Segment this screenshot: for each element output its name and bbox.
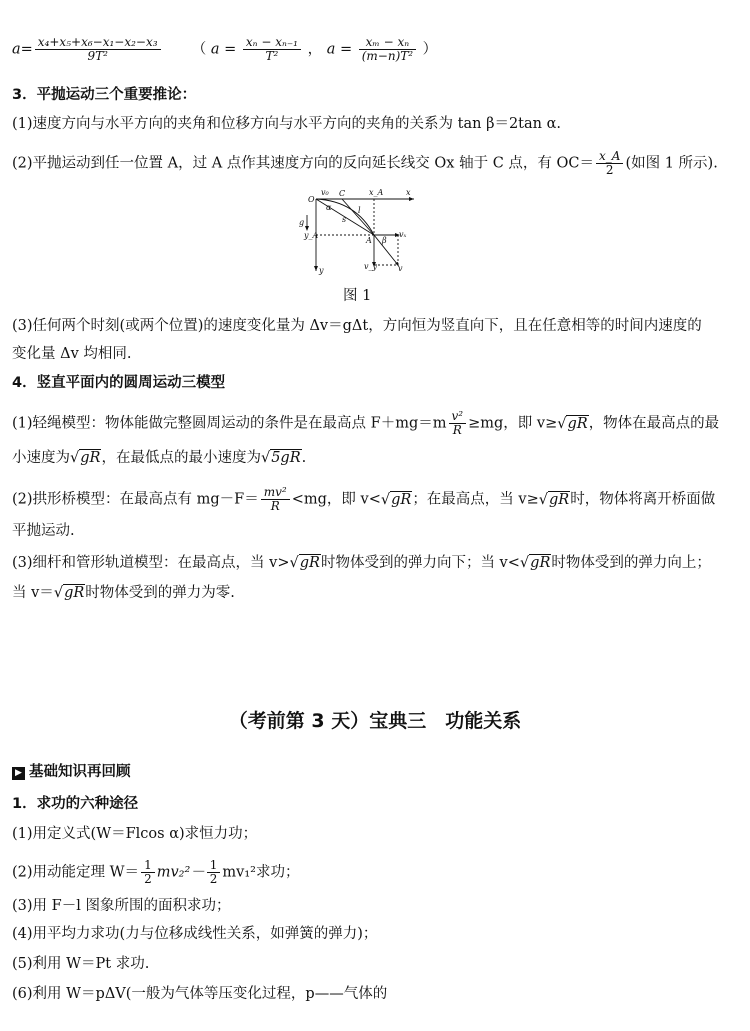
review-heading: ▶ 基础知识再回顾	[12, 762, 131, 782]
formula-comma: ，	[307, 41, 323, 58]
sqrt-5gR: √5gR	[260, 450, 301, 466]
sqrt-gR: √gR	[519, 555, 551, 571]
sqrt-gR: √gR	[380, 491, 412, 508]
half-fraction-1: $\frac{1}{2}$	[141, 859, 155, 886]
formula-a-eq: a=	[12, 41, 33, 58]
formula-a2: a =	[210, 41, 237, 58]
s4-p1: (1)轻绳模型：物体能做完整圆周运动的条件是在最高点 F＋mg＝m $\frac{\text{v²}}{R}$ ≥mg，即 v≥√gR，物体在最高点的最	[12, 409, 720, 437]
sqrt-gR: √gR	[538, 491, 570, 508]
s4-p3: (3)细杆和管形轨道模型：在最高点，当 v>√gR时物体受到的弹力向下；当 v<√gR时物体受到的弹力向上；	[12, 555, 711, 571]
formula-fraction-2: $\frac{\text{xₙ − xₙ₋₁}}{\text{T²}}$	[243, 36, 301, 63]
half-fraction-2: $\frac{1}{2}$	[207, 859, 221, 886]
s3-p1: (1)速度方向与水平方向的夹角和位移方向与水平方向的夹角的关系为 tan β＝2tan α.	[12, 116, 561, 132]
label-yA: y_A	[304, 231, 319, 240]
formula-line-top	[12, 36, 437, 63]
s3-p3a: (3)任何两个时刻(或两个位置)的速度变化量为 Δv＝gΔt，方向恒为竖直向下，且在任意相等的时间内速度的	[12, 318, 702, 334]
s4-p2-cont: 平抛运动.	[12, 523, 75, 539]
review-i5: (5)利用 W＝Pt 求功.	[12, 956, 150, 972]
label-x: x	[406, 188, 411, 197]
s4-heading: 4．竖直平面内的圆周运动三模型	[12, 375, 226, 391]
s4-p2: (2)拱形桥模型：在最高点有 mg－F＝ $\frac{\text{mv²}}{R}$ <mg，即 v<√gR；在最高点，当 v≥√gR时，物体将离开桥面做	[12, 485, 716, 513]
review-sub: 1．求功的六种途径	[12, 796, 139, 812]
review-i3: (3)用 F－l 图象所围的面积求功；	[12, 898, 231, 914]
label-O: O	[308, 195, 315, 204]
sqrt-gR: √gR	[70, 450, 101, 466]
mv2-over-r-fraction: $\frac{\text{mv²}}{R}$	[261, 486, 290, 513]
label-C: C	[339, 189, 346, 198]
play-icon: ▶	[12, 767, 25, 780]
s4-p1-cont: 小速度为√gR，在最低点的最小速度为√5gR.	[12, 450, 307, 466]
label-A: A	[366, 236, 372, 245]
blurred-overlay	[395, 984, 750, 1008]
s3-p2: (2)平抛运动到任一位置 A，过 A 点作其速度方向的反向延长线交 Ox 轴于 C 点，有 OC＝ $\frac{x\_A}{2}$ (如图 1 所示).	[12, 149, 718, 177]
review-i2: (2)用动能定理 W＝ $\frac{1}{2}$ mv₂²－ $\frac{1}{2}$ mv₁²求功；	[12, 858, 300, 886]
review-i6: (6)利用 W＝pΔV(一般为气体等压变化过程，p——气体的	[12, 986, 388, 1002]
formula-fraction-3: $\frac{\text{xₘ − xₙ}}{\text{(m−n)T²}}$	[359, 36, 416, 63]
label-xA: x_A	[369, 188, 384, 197]
y-arrowhead	[314, 266, 318, 271]
oc-fraction: $\frac{x\_A}{2}$	[596, 150, 623, 177]
s3-p3b: 变化量 Δv 均相同.	[12, 346, 132, 362]
label-v: v	[398, 264, 403, 273]
sqrt-gR: √gR	[289, 555, 320, 571]
label-g: g	[299, 218, 305, 227]
label-v0: v₀	[321, 188, 329, 197]
formula-a3: a =	[326, 41, 353, 58]
label-l: l	[358, 206, 361, 215]
label-vx: vₓ	[399, 230, 407, 239]
formula-paren-close: ）	[422, 41, 438, 58]
x-arrowhead	[409, 197, 414, 201]
formula-fraction-1: $\frac{\text{x₄+x₅+x₆−x₁−x₂−x₃}}{\text{9T²}}$	[35, 36, 161, 63]
label-beta: β	[382, 236, 387, 245]
section-title: （考前第 3 天）宝典三 功能关系	[228, 710, 522, 732]
label-vy: v_y	[364, 262, 378, 271]
s3-heading: 3．平抛运动三个重要推论：	[12, 87, 197, 103]
velocity-extension	[342, 199, 374, 235]
s4-p3-cont: 当 v＝√gR时物体受到的弹力为零.	[12, 585, 235, 601]
figure-caption: 图 1	[343, 288, 372, 304]
label-s: s	[342, 215, 347, 224]
label-y: y	[319, 266, 324, 275]
review-i4: (4)用平均力求功(力与位移成线性关系，如弹簧的弹力)；	[12, 926, 378, 942]
formula-paren-open: （	[191, 41, 207, 58]
sqrt-gR: √gR	[53, 585, 85, 601]
sqrt-gR: √gR	[557, 415, 588, 432]
review-i1: (1)用定义式(W＝Flcos α)求恒力功；	[12, 826, 258, 842]
label-alpha: α	[326, 203, 332, 212]
v2-over-r-fraction: $\frac{\text{v²}}{R}$	[449, 410, 467, 437]
projectile-diagram	[296, 185, 421, 277]
